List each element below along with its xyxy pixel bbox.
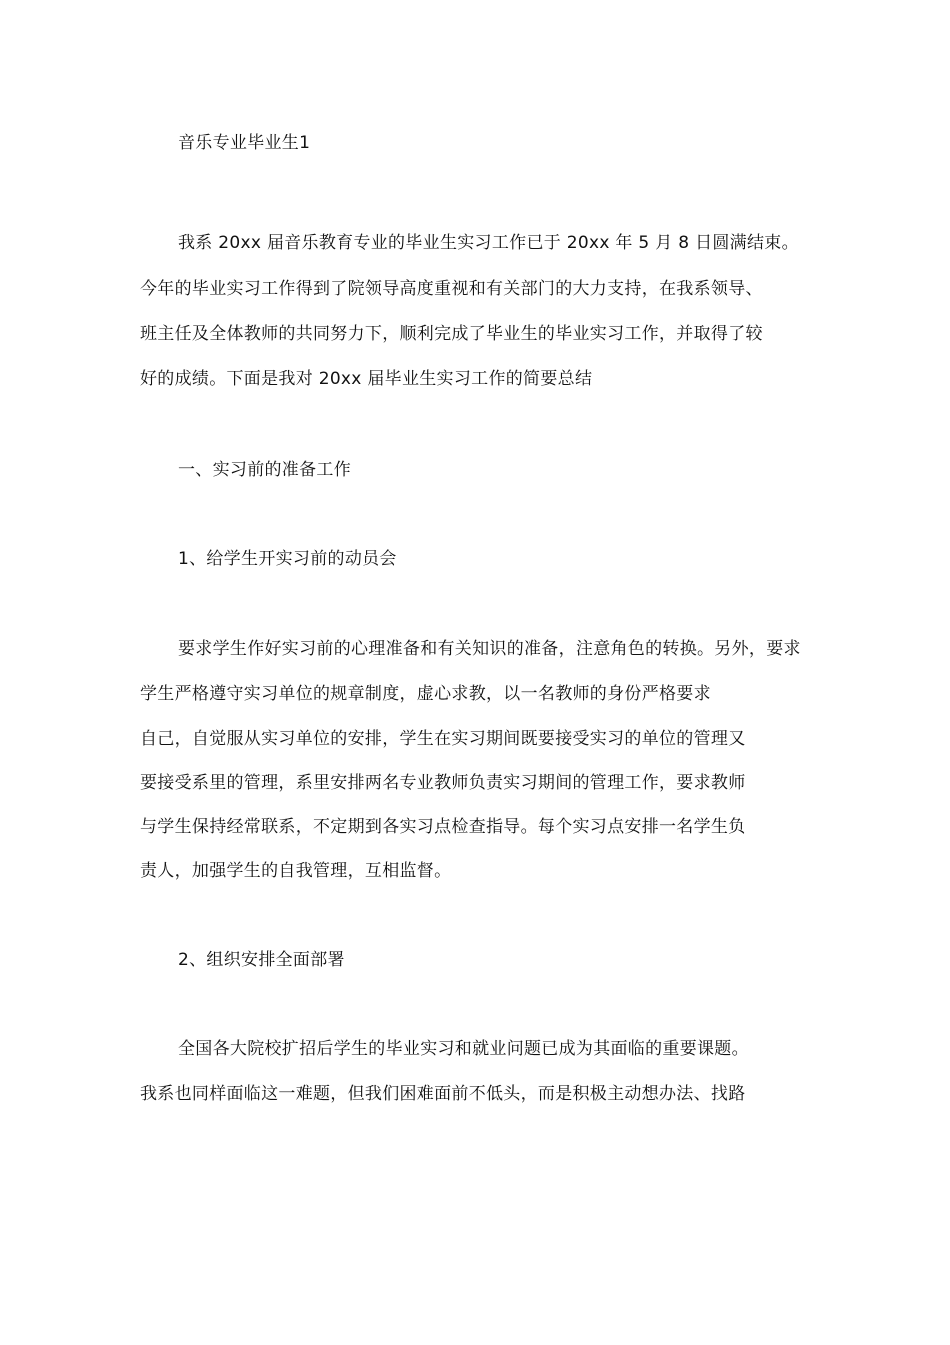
document-title: 音乐专业毕业生1 [178,133,311,153]
intro-line-4: 好的成绩。下面是我对 20xx 届毕业生实习工作的简要总结 [140,369,593,389]
subsection-1-line-5: 与学生保持经常联系，不定期到各实习点检查指导。每个实习点安排一名学生负 [140,817,746,837]
subsection-2-line-1: 全国各大院校扩招后学生的毕业实习和就业问题已成为其面临的重要课题。 [178,1039,749,1059]
subsection-1-heading: 1、给学生开实习前的动员会 [178,549,397,569]
subsection-1-line-2: 学生严格遵守实习单位的规章制度，虚心求教，以一名教师的身份严格要求 [140,684,711,704]
subsection-1-line-4: 要接受系里的管理，系里安排两名专业教师负责实习期间的管理工作，要求教师 [140,773,746,793]
intro-line-2: 今年的毕业实习工作得到了院领导高度重视和有关部门的大力支持，在我系领导、 [140,279,763,299]
intro-line-1: 我系 20xx 届音乐教育专业的毕业生实习工作已于 20xx 年 5 月 8 日圆满结束。 [178,233,799,253]
section-1-heading: 一、实习前的准备工作 [178,460,351,480]
intro-line-3: 班主任及全体教师的共同努力下，顺利完成了毕业生的毕业实习工作，并取得了较 [140,324,763,344]
subsection-1-line-3: 自己，自觉服从实习单位的安排，学生在实习期间既要接受实习的单位的管理又 [140,729,746,749]
subsection-1-line-1: 要求学生作好实习前的心理准备和有关知识的准备，注意角色的转换。另外，要求 [178,639,801,659]
subsection-2-heading: 2、组织安排全面部署 [178,950,345,970]
subsection-2-line-2: 我系也同样面临这一难题，但我们困难面前不低头，而是积极主动想办法、找路 [140,1084,746,1104]
subsection-1-line-6: 责人，加强学生的自我管理，互相监督。 [140,861,452,881]
